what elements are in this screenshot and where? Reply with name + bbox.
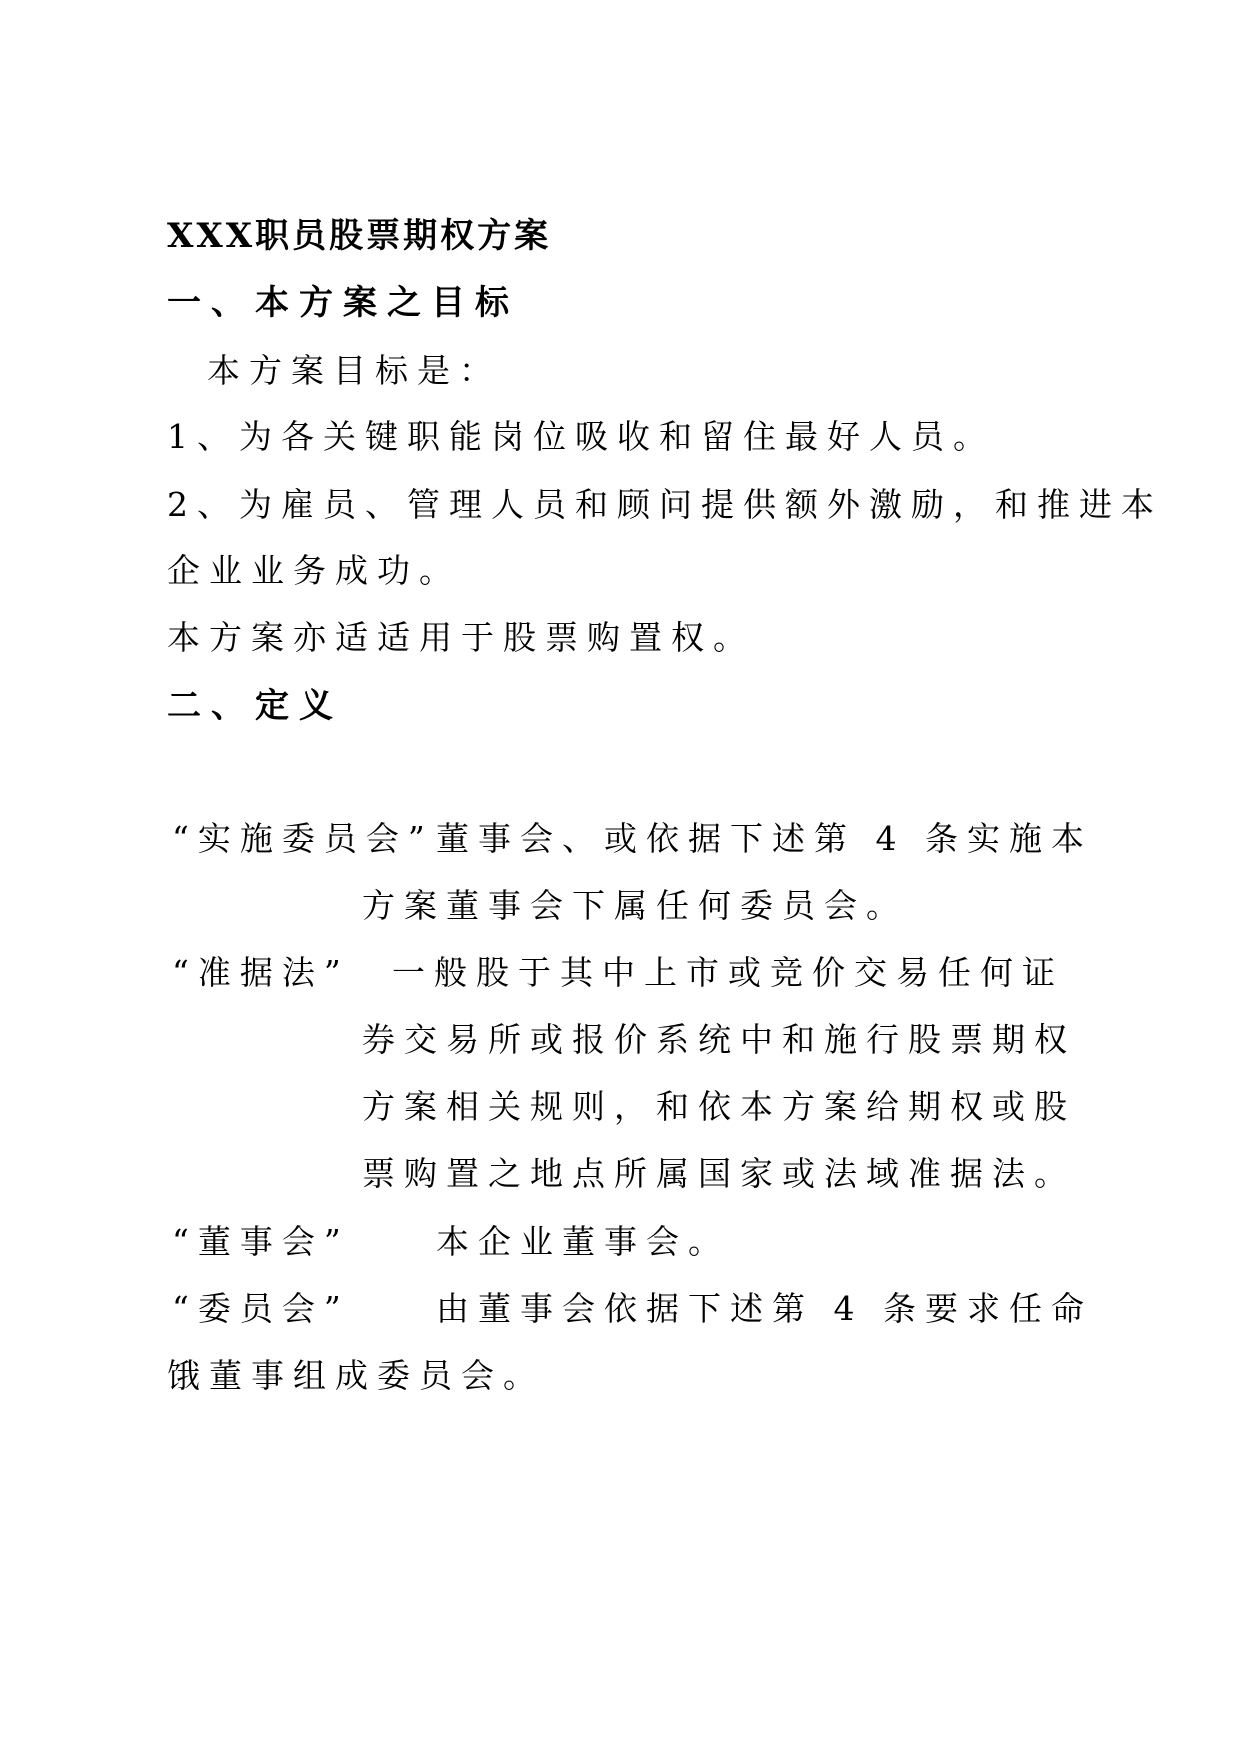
document-title: XXX职员股票期权方案 xyxy=(167,216,552,256)
definition-text: 方案相关规则，和依本方案给期权或股 xyxy=(362,1087,1076,1126)
definition-term: “准据法” xyxy=(172,953,350,992)
definition-text: 券交易所或报价系统中和施行股票期权 xyxy=(362,1020,1076,1059)
definition-text: 方案董事会下属任何委员会。 xyxy=(362,886,908,925)
definition-text: 饿董事组成委员会。 xyxy=(167,1356,545,1395)
goal-item-2-line1: 2、为雇员、管理人员和顾问提供额外激励，和推进本 xyxy=(167,485,1163,524)
definition-term: “实施委员会” xyxy=(172,819,434,858)
section1-intro: 本方案目标是： xyxy=(207,351,501,390)
section1-note: 本方案亦适适用于股票购置权。 xyxy=(167,618,755,657)
definition-text: 由董事会依据下述第 4 条要求任命 xyxy=(436,1289,1093,1328)
definition-text: 一般股于其中上市或竞价交易任何证 xyxy=(392,953,1064,992)
goal-item-1: 1、为各关键职能岗位吸收和留住最好人员。 xyxy=(167,417,995,456)
definition-term: “委员会” xyxy=(172,1289,350,1328)
goal-item-2-line2: 企业业务成功。 xyxy=(167,551,461,590)
definition-text: 本企业董事会。 xyxy=(436,1222,730,1261)
definition-text: 票购置之地点所属国家或法域准据法。 xyxy=(362,1154,1076,1193)
section1-heading: 一、本方案之目标 xyxy=(167,283,519,323)
definition-term: “董事会” xyxy=(172,1222,350,1261)
definition-text: 董事会、或依据下述第 4 条实施本 xyxy=(436,819,1093,858)
section2-heading: 二、定义 xyxy=(167,686,343,726)
